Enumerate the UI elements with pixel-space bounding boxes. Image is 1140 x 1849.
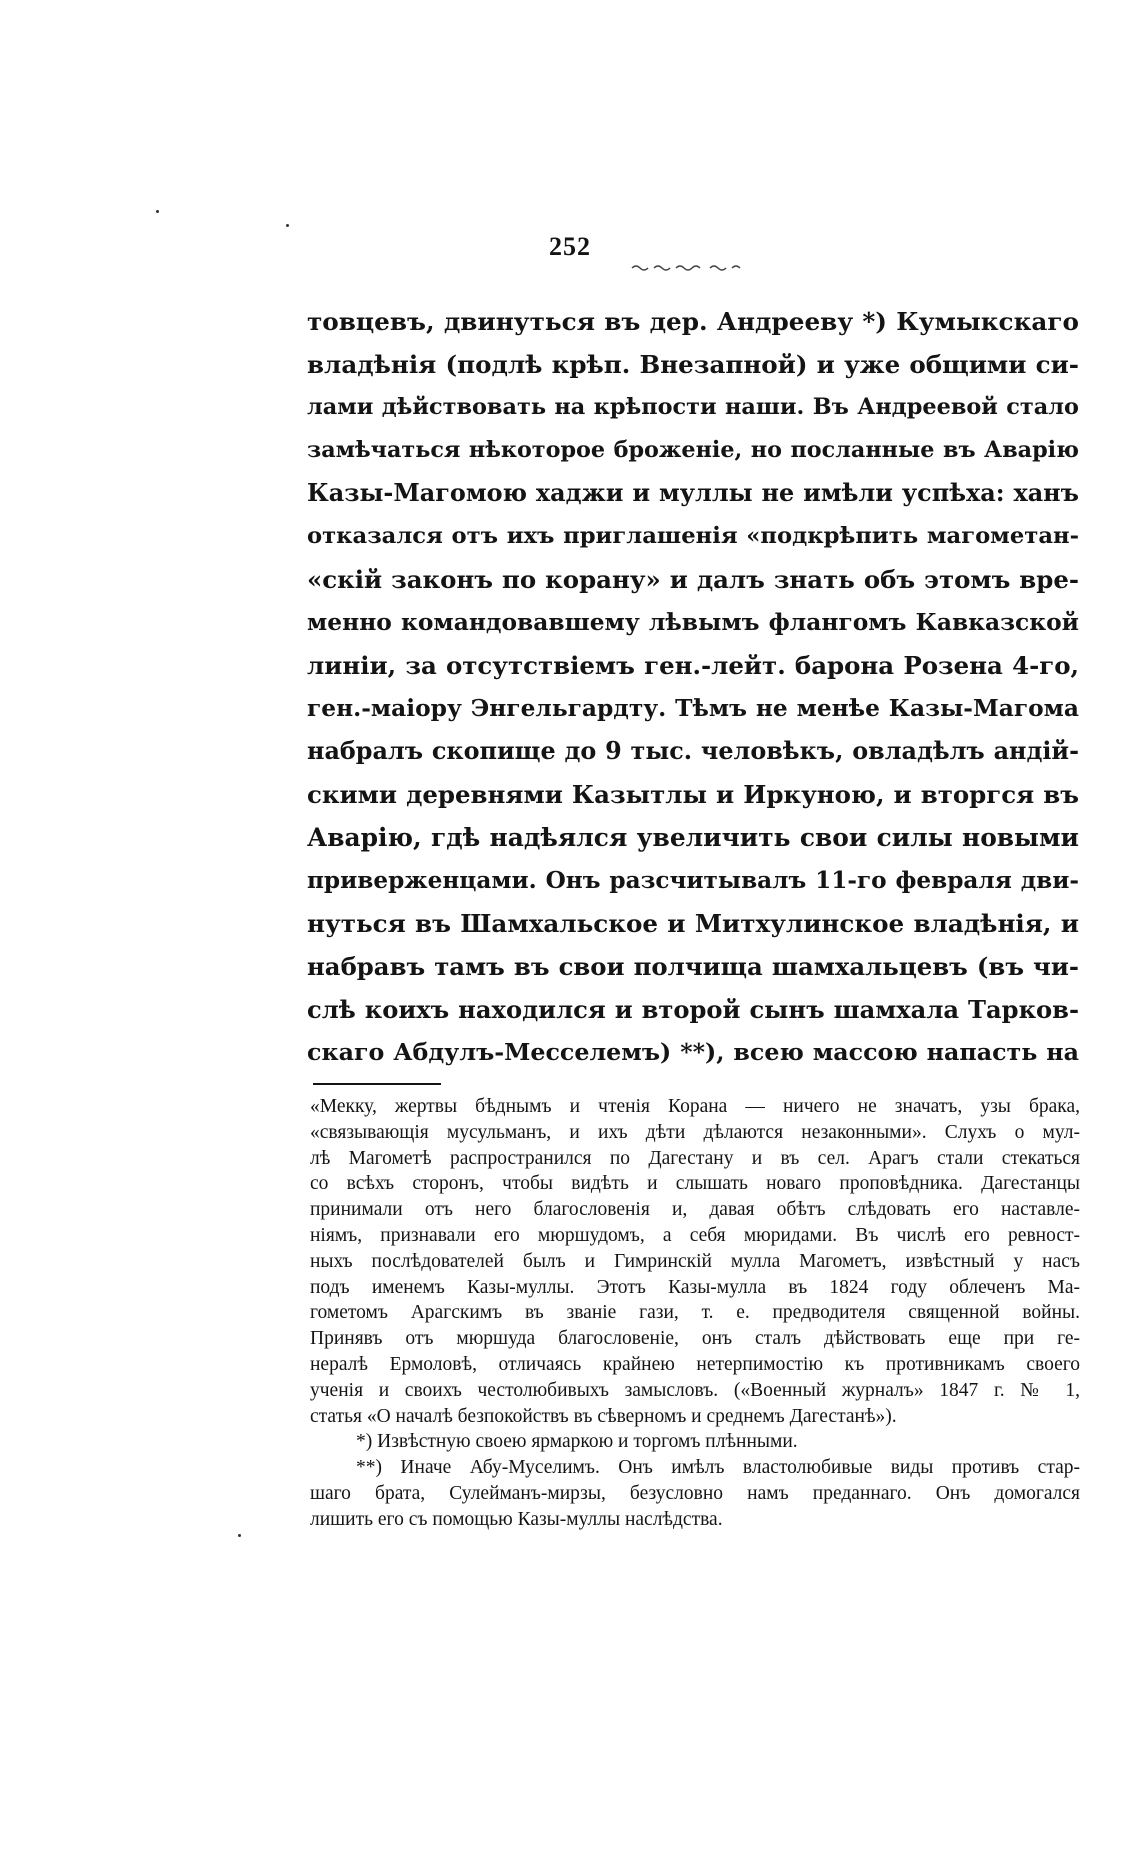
footnote-divider bbox=[313, 1083, 441, 1085]
footnote-line: нералѣ Ермоловѣ, отличаясь крайнею нетерпимостію къ противникамъ своего bbox=[310, 1353, 1080, 1375]
footnote-line: лѣ Магометѣ распространился по Дагестану и въ сел. Арагъ стали стекаться bbox=[310, 1147, 1080, 1169]
footnote-line: со всѣхъ сторонъ, чтобы видѣть и слышать новаго проповѣдника. Дагестанцы bbox=[310, 1173, 1080, 1195]
footnote-1: *) Извѣстную своею ярмаркою и торгомъ плѣнными. bbox=[356, 1431, 798, 1453]
text-line: нуться въ Шамхальское и Митхулинское владѣнія, и bbox=[307, 909, 1079, 938]
text-line: отказался отъ ихъ приглашенія «подкрѣпить магометан- bbox=[307, 523, 1079, 549]
main-text-block bbox=[307, 300, 1079, 1074]
text-line: приверженцами. Онъ разсчитывалъ 11-го февраля дви- bbox=[307, 867, 1079, 894]
text-line: линіи, за отсутствіемъ ген.-лейт. барона Розена 4-го, bbox=[307, 651, 1079, 680]
footnote-line: «связывающія мусульманъ, и ихъ дѣти дѣлаются незаконными». Слухъ о мул- bbox=[310, 1121, 1080, 1143]
text-line: «скій законъ по корану» и далъ знать объ этомъ вре- bbox=[307, 565, 1079, 594]
scan-speck bbox=[156, 210, 159, 213]
footnote-line: «Мекку, жертвы бѣднымъ и чтенія Корана — ничего не значатъ, узы брака, bbox=[310, 1096, 1080, 1117]
footnote-2-line: **) Иначе Абу-Муселимъ. Онъ имѣлъ властолюбивые виды противъ стар- bbox=[356, 1457, 1080, 1479]
footnote-line: подъ именемъ Казы-муллы. Этотъ Казы-мулла въ 1824 году облеченъ Ма- bbox=[310, 1276, 1080, 1298]
text-line: замѣчаться нѣкоторое броженіе, но посланные въ Аварію bbox=[307, 437, 1079, 463]
page-number: 252 bbox=[549, 232, 591, 261]
text-line: товцевъ, двинуться въ дер. Андрееву *) Кумыкскаго bbox=[307, 307, 1079, 336]
text-line: ген.-маіору Энгельгардту. Тѣмъ не менѣе Казы-Магома bbox=[307, 695, 1079, 722]
footnote-2-line: лишить его съ помощью Казы-муллы наслѣдства. bbox=[310, 1508, 723, 1530]
text-line: Аварію, гдѣ надѣялся увеличить свои силы новыми bbox=[307, 823, 1079, 852]
text-line: менно командовавшему лѣвымъ флангомъ Кавказской bbox=[307, 608, 1079, 636]
footnote-line: Принявъ отъ мюршуда благословеніе, онъ сталъ дѣйствовать еще при ге- bbox=[310, 1328, 1080, 1350]
text-line: владѣнія (подлѣ крѣп. Внезапной) и уже общими си- bbox=[307, 350, 1079, 379]
footnote-line: принимали отъ него благословенія и, давая обѣтъ слѣдовать его наставле- bbox=[310, 1199, 1080, 1221]
text-line: Казы-Магомою хаджи и муллы не имѣли успѣха: ханъ bbox=[307, 479, 1079, 507]
footnote-line: ніямъ, признавали его мюршудомъ, а себя мюридами. Въ числѣ его ревност- bbox=[310, 1224, 1080, 1246]
footnotes-block bbox=[310, 1094, 1080, 1533]
text-line: скими деревнями Казытлы и Иркуною, и вторгся въ bbox=[307, 780, 1079, 809]
footnote-line: гометомъ Арагскимъ въ званіе гази, т. е. предводителя священной войны. bbox=[310, 1302, 1080, 1324]
ornament-squiggle-icon bbox=[630, 262, 750, 272]
scan-speck bbox=[238, 1534, 241, 1537]
text-line: лами дѣйствовать на крѣпости наши. Въ Андреевой стало bbox=[307, 394, 1079, 420]
scan-speck bbox=[286, 224, 289, 227]
footnote-line: статья «О началѣ безпокойствъ въ сѣверномъ и среднемъ Дагестанѣ»). bbox=[310, 1405, 897, 1427]
footnote-2-line: шаго брата, Сулейманъ-мирзы, безусловно намъ преданнаго. Онъ домогался bbox=[310, 1482, 1080, 1504]
text-line: набралъ скопище до 9 тыс. человѣкъ, овладѣлъ андій- bbox=[307, 737, 1079, 765]
text-line: скаго Абдулъ-Месселемъ) **), всею массою напасть на bbox=[307, 1038, 1079, 1066]
text-line: набравъ тамъ въ свои полчища шамхальцевъ (въ чи- bbox=[307, 952, 1079, 981]
footnote-line: ученія и своихъ честолюбивыхъ замысловъ. («Военный журналъ» 1847 г. № 1, bbox=[310, 1379, 1080, 1401]
footnote-line: ныхъ послѣдователей былъ и Гимринскій мулла Магометъ, извѣстный у насъ bbox=[310, 1250, 1080, 1272]
text-line: слѣ коихъ находился и второй сынъ шамхала Тарков- bbox=[307, 995, 1079, 1024]
